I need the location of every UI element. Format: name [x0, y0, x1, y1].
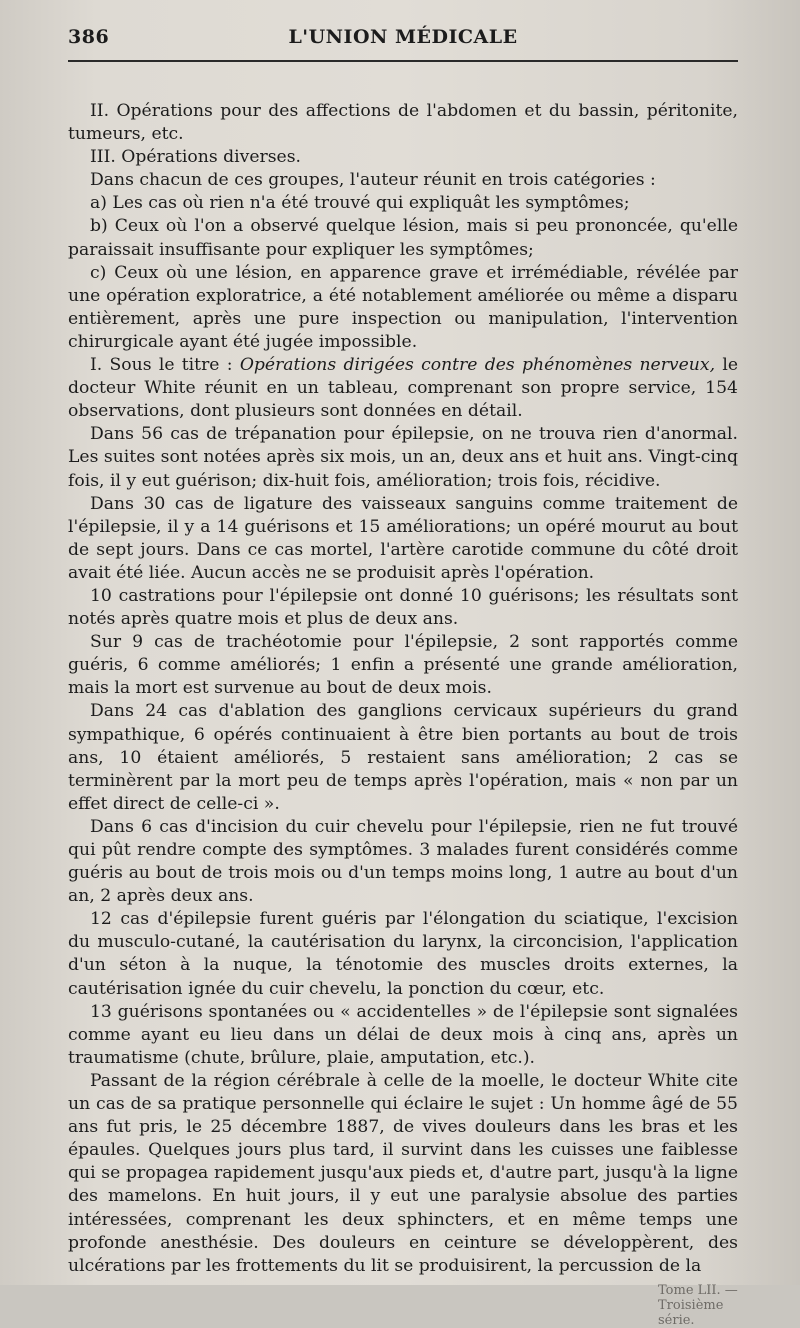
- journal-title: L'UNION MÉDICALE: [288, 26, 518, 48]
- paragraph: Dans 56 cas de trépanation pour épilepsie, on ne trouva rien d'anormal. Les suites sont notées après six mois, un an, deux ans et huit ans. Vingt-cinq fois, il y eut guérison; dix-huit fois, amélioration; trois fois, récidive.: [68, 424, 738, 491]
- paragraph: 12 cas d'épilepsie furent guéris par l'élongation du sciatique, l'excision du musculo-cutané, la cautérisation du larynx, la circoncision, l'application d'un séton à la nuque, la ténotomie des muscles droits externes, la cautérisation ignée du cuir chevelu, la ponction du cœur, etc.: [68, 909, 738, 999]
- paragraph: 13 guérisons spontanées ou « accidentelles » de l'épilepsie sont signalées comme ayant eu lieu dans un délai de deux mois à cinq ans, après un traumatisme (chute, brûlure, plaie, amputation, etc.).: [68, 1001, 738, 1068]
- paragraph: c) Ceux où une lésion, en apparence grave et irrémédiable, révélée par une opération exploratrice, a été notablement améliorée ou même a disparu entièrement, après une pure inspection ou manipulation, l'intervention chirurgicale ayant été jugée impossible.: [68, 262, 738, 352]
- volume-footer: Tome LII. — Troisième série.: [658, 1283, 738, 1328]
- paragraph: [68, 354, 738, 423]
- paragraph: Dans 30 cas de ligature des vaisseaux sanguins comme traitement de l'épilepsie, il y a 14 guérisons et 15 améliorations; un opéré mourut au bout de sept jours. Dans ce cas mortel, l'artère carotide commune du côté droit avait été liée. Aucun accès ne se produisit après l'opération.: [68, 493, 738, 583]
- paragraph: a) Les cas où rien n'a été trouvé qui expliquât les symptômes;: [90, 193, 630, 214]
- section-title-italic: Opérations dirigées contre des phénomènes nerveux,: [239, 355, 716, 376]
- paragraph-text: le docteur White réunit en un tableau, comprenant son propre service, 154 observations, dont plusieurs sont données en détail.: [68, 355, 738, 422]
- paragraph: Dans chacun de ces groupes, l'auteur réunit en trois catégories :: [90, 170, 656, 191]
- paragraph: b) Ceux où l'on a observé quelque lésion, mais si peu prononcée, qu'elle paraissait insuffisante pour expliquer les symptômes;: [68, 216, 738, 260]
- paragraph: II. Opérations pour des affections de l'abdomen et du bassin, péritonite, tumeurs, etc.: [68, 101, 738, 145]
- paragraph: Passant de la région cérébrale à celle de la moelle, le docteur White cite un cas de sa pratique personnelle qui éclaire le sujet : Un homme âgé de 55 ans fut pris, le 25 décembre 1887, de vives douleurs dans les bras et les épaules. Quelques jours plus tard, il survint dans les cuisses une faiblesse qui se propagea rapidement jusqu'aux pieds et, d'autre part, jusqu'à la ligne des mamelons. En huit jours, il y eut une paralysie absolue des parties intéressées, comprenant les deux sphincters, et en même temps une profonde anesthésie. Des douleurs en ceinture se développèrent, des ulcérations par les frottements du lit se produisirent, la percussion de la: [68, 1070, 738, 1276]
- page-number: 386: [68, 26, 110, 48]
- article-body: [68, 100, 738, 1278]
- running-header: [68, 26, 738, 62]
- paragraph: 10 castrations pour l'épilepsie ont donné 10 guérisons; les résultats sont notés après quatre mois et plus de deux ans.: [68, 585, 738, 630]
- paragraph: Dans 6 cas d'incision du cuir chevelu pour l'épilepsie, rien ne fut trouvé qui pût rendre compte des symptômes. 3 malades furent considérés comme guéris au bout de trois mois ou d'un temps moins long, 1 autre au bout d'un an, 2 après deux ans.: [68, 816, 738, 907]
- paragraph: Dans 24 cas d'ablation des ganglions cervicaux supérieurs du grand sympathique, 6 opérés continuaient à être bien portants au bout de trois ans, 10 étaient améliorés, 5 restaient sans amélioration; 2 cas se terminèrent par la mort peu de temps après l'opération, mais « non par un effet direct de celle-ci ».: [68, 701, 738, 814]
- paragraph: Sur 9 cas de trachéotomie pour l'épilepsie, 2 sont rapportés comme guéris, 6 comme améliorés; 1 enfin a présenté une grande amélioration, mais la mort est survenue au bout de deux mois.: [68, 632, 738, 699]
- paragraph: III. Opérations diverses.: [90, 147, 302, 168]
- paragraph-lead: I. Sous le titre :: [90, 355, 240, 376]
